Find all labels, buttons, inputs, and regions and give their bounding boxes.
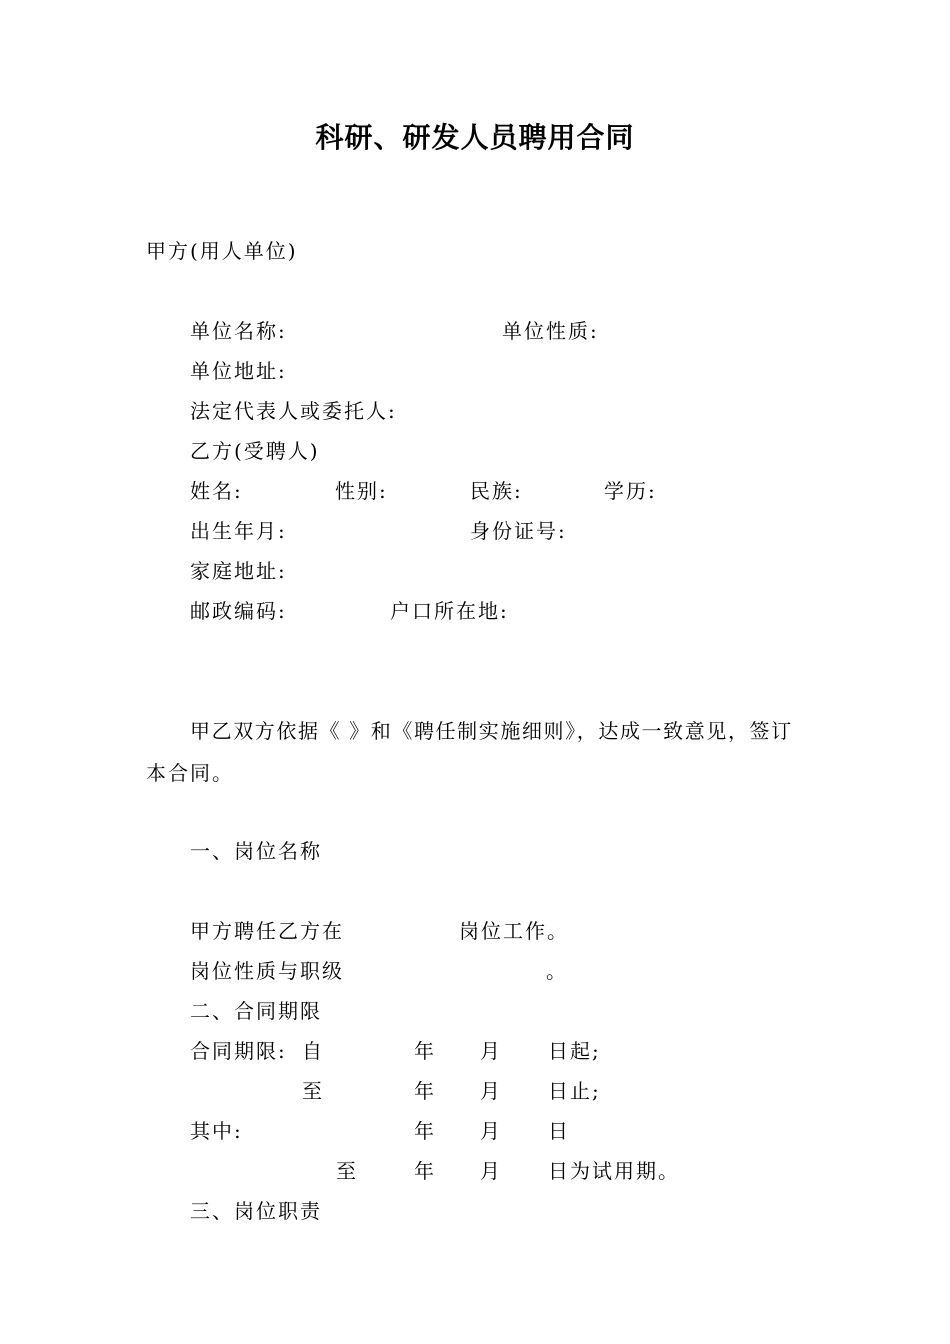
term-to-month: 月 (480, 1079, 502, 1103)
party-b-heading: 乙方(受聘人) (190, 439, 320, 463)
section-2-heading: 二、合同期限 (190, 999, 322, 1023)
term-from: 自 (302, 1039, 324, 1063)
gender-label: 性别: (335, 479, 388, 503)
document-title: 科研、研发人员聘用合同 (315, 121, 635, 154)
probation-end-month: 月 (480, 1159, 502, 1183)
home-address-label: 家庭地址: (190, 559, 287, 583)
probation-label: 其中: (190, 1119, 243, 1143)
probation-end-year: 年 (414, 1159, 436, 1183)
birth-label: 出生年月: (190, 519, 287, 543)
hukou-label: 户口所在地: (390, 599, 509, 623)
term-to-day: 日止; (548, 1079, 601, 1103)
unit-address-label: 单位地址: (190, 359, 287, 383)
position-nature-end: 。 (546, 959, 568, 983)
postal-code-label: 邮政编码: (190, 599, 287, 623)
name-label: 姓名: (190, 479, 243, 503)
party-a-heading: 甲方(用人单位) (146, 239, 298, 263)
term-to: 至 (302, 1079, 324, 1103)
section-3-heading: 三、岗位职责 (190, 1199, 322, 1223)
education-label: 学历: (604, 479, 657, 503)
section-1-heading: 一、岗位名称 (190, 839, 322, 863)
term-to-year: 年 (414, 1079, 436, 1103)
term-from-month: 月 (480, 1039, 502, 1063)
probation-start-year: 年 (414, 1119, 436, 1143)
intro-line-1: 甲乙双方依据《 》和《聘任制实施细则》，达成一致意见，签订 (190, 719, 793, 743)
probation-to: 至 (336, 1159, 358, 1183)
position-nature-label: 岗位性质与职级 (190, 959, 344, 983)
ethnicity-label: 民族: (470, 479, 523, 503)
id-number-label: 身份证号: (470, 519, 567, 543)
probation-start-day: 日 (548, 1119, 570, 1143)
probation-end-day: 日为试用期。 (548, 1159, 680, 1183)
term-from-day: 日起; (548, 1039, 601, 1063)
legal-rep-label: 法定代表人或委托人: (190, 399, 397, 423)
intro-line-2: 本合同。 (146, 761, 234, 785)
term-from-year: 年 (414, 1039, 436, 1063)
position-line-start: 甲方聘任乙方在 (190, 919, 344, 943)
position-line-end: 岗位工作。 (459, 919, 569, 943)
term-label: 合同期限: (190, 1039, 287, 1063)
unit-nature-label: 单位性质: (502, 319, 599, 343)
unit-name-label: 单位名称: (190, 319, 287, 343)
probation-start-month: 月 (480, 1119, 502, 1143)
